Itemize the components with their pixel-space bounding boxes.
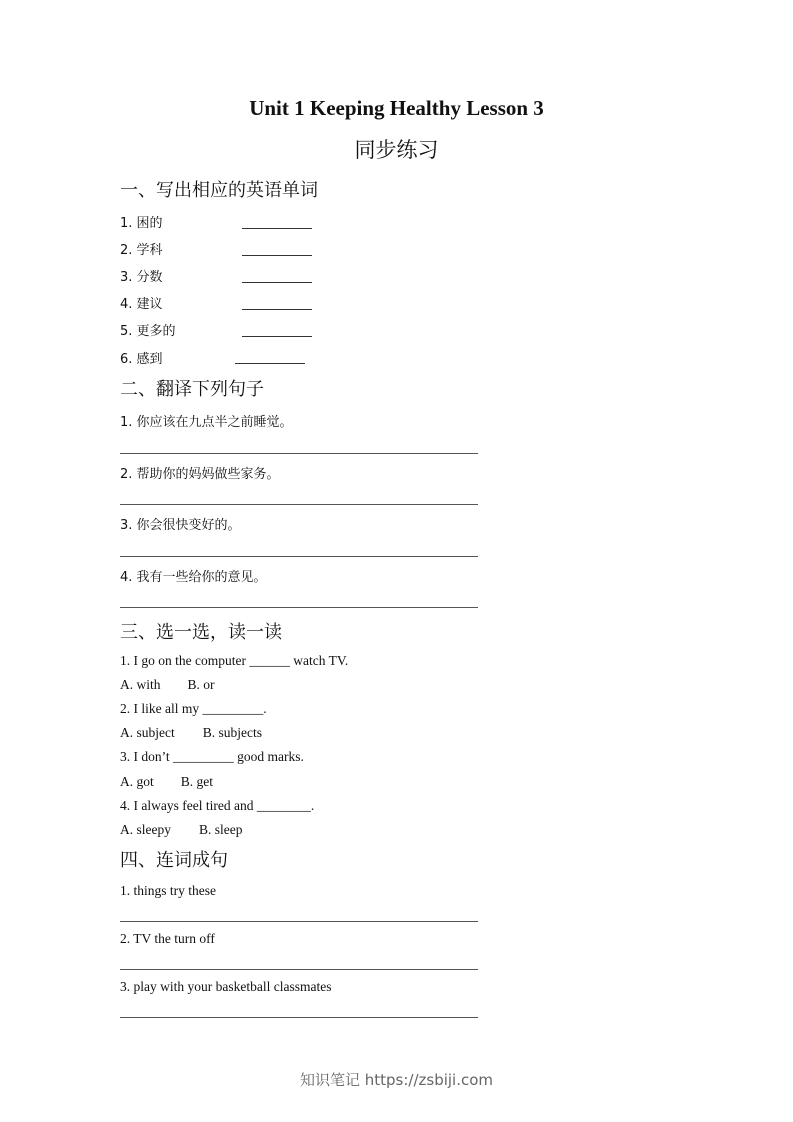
translate-item: 3. 你会很快变好的。 — [120, 518, 241, 533]
question-text: 4. I always feel tired and ________. — [120, 798, 315, 813]
item-number: 4. — [120, 297, 133, 312]
item-text: 学科 — [136, 243, 163, 258]
item-number: 2. — [120, 243, 133, 258]
vocab-item — [120, 239, 163, 258]
scrambled-words: 3. play with your basketball classmates — [120, 979, 332, 994]
option-row — [120, 774, 213, 790]
answer-blank[interactable] — [235, 362, 305, 364]
question-text: 3. I don’t _________ good marks. — [120, 749, 304, 764]
item-number: 3. — [120, 270, 133, 285]
answer-line[interactable] — [120, 453, 478, 454]
option-b[interactable]: B. sleep — [199, 822, 243, 837]
answer-line[interactable] — [120, 921, 478, 922]
question-text: 2. I like all my _________. — [120, 701, 267, 716]
scrambled-words: 1. things try these — [120, 883, 216, 898]
answer-blank[interactable] — [242, 335, 312, 337]
translate-item: 2. 帮助你的妈妈做些家务。 — [120, 467, 280, 482]
vocab-item — [120, 293, 163, 312]
question-text: 1. I go on the computer ______ watch TV. — [120, 653, 349, 668]
vocab-item — [120, 348, 163, 367]
item-number: 5. — [120, 324, 133, 339]
scrambled-words: 2. TV the turn off — [120, 931, 215, 946]
footer-watermark[interactable]: 知识笔记 https://zsbiji.com — [299, 1071, 494, 1089]
page-subtitle: 同步练习 — [354, 138, 439, 162]
answer-blank[interactable] — [242, 281, 312, 283]
item-number: 6. — [120, 352, 133, 367]
translate-item: 1. 你应该在九点半之前睡觉。 — [120, 415, 293, 430]
answer-line[interactable] — [120, 504, 478, 505]
option-row — [120, 725, 262, 741]
answer-blank[interactable] — [242, 227, 312, 229]
section-4-heading: 四、连词成句 — [120, 850, 228, 871]
item-text: 建议 — [136, 297, 163, 312]
answer-line[interactable] — [120, 1017, 478, 1018]
option-b[interactable]: B. get — [180, 774, 213, 789]
translate-item: 4. 我有一些给你的意见。 — [120, 570, 267, 585]
option-a[interactable]: A. sleepy — [120, 822, 171, 837]
vocab-item — [120, 320, 176, 339]
item-text: 困的 — [136, 216, 163, 231]
section-2-heading: 二、翻译下列句子 — [120, 379, 264, 400]
page-title: Unit 1 Keeping Healthy Lesson 3 — [249, 96, 544, 120]
option-row — [120, 822, 243, 838]
answer-line[interactable] — [120, 969, 478, 970]
option-row — [120, 677, 215, 693]
item-text: 感到 — [136, 352, 163, 367]
item-text: 更多的 — [136, 324, 176, 339]
answer-blank[interactable] — [242, 308, 312, 310]
answer-line[interactable] — [120, 556, 478, 557]
option-a[interactable]: A. with — [120, 677, 161, 692]
section-1-heading: 一、写出相应的英语单词 — [120, 180, 318, 201]
option-a[interactable]: A. got — [120, 774, 154, 789]
option-b[interactable]: B. subjects — [202, 725, 262, 740]
answer-blank[interactable] — [242, 254, 312, 256]
item-text: 分数 — [136, 270, 163, 285]
item-number: 1. — [120, 216, 133, 231]
section-3-heading: 三、选一选，读一读 — [120, 622, 282, 643]
option-b[interactable]: B. or — [187, 677, 215, 692]
answer-line[interactable] — [120, 607, 478, 608]
option-a[interactable]: A. subject — [120, 725, 175, 740]
vocab-item — [120, 266, 163, 285]
vocab-item — [120, 212, 163, 231]
